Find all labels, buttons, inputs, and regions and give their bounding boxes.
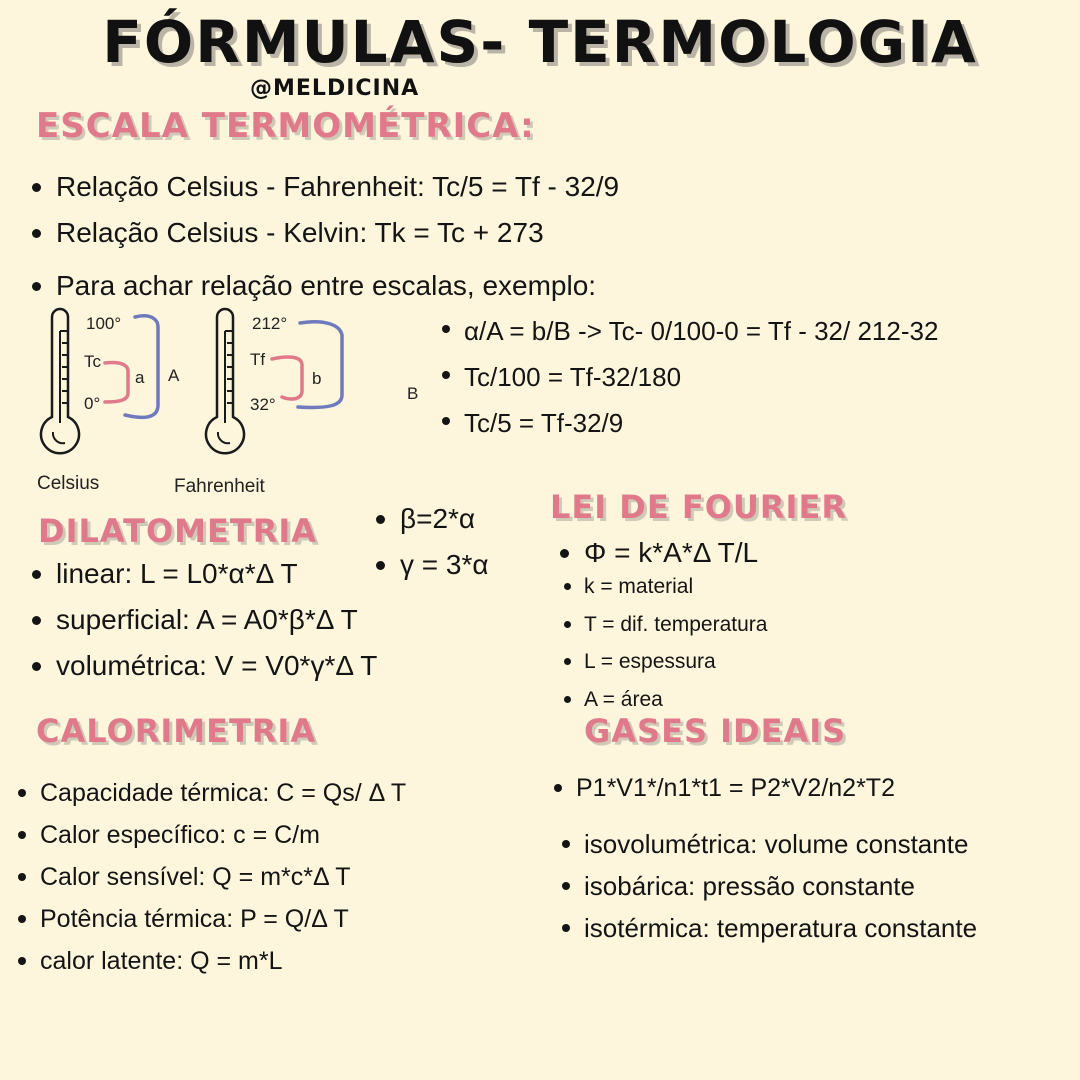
calorimetria-item: Potência térmica: P = Q/Δ T bbox=[16, 898, 406, 940]
gases-item: isovolumétrica: volume constante bbox=[560, 823, 977, 865]
calorimetria-item: Calor específico: c = C/m bbox=[16, 814, 406, 856]
thermometer-diagram bbox=[30, 305, 390, 465]
escala-list bbox=[28, 164, 619, 309]
gases-heading: GASES IDEAIS bbox=[584, 712, 847, 750]
dilatometria-relations bbox=[372, 496, 489, 588]
author-handle: @MELDICINA bbox=[250, 76, 420, 101]
gases-formula: P1*V1*/n1*t1 = P2*V2/n2*T2 bbox=[552, 767, 895, 809]
fahrenheit-bottom-label: 32° bbox=[250, 395, 276, 414]
fahrenheit-big-interval-label: B bbox=[407, 384, 419, 403]
escala-example-item: Tc/100 = Tf-32/180 bbox=[440, 354, 938, 400]
celsius-thermometer-icon bbox=[41, 309, 79, 453]
gases-formula-list bbox=[552, 767, 895, 809]
fahrenheit-mid-label: Tf bbox=[250, 350, 266, 369]
escala-heading: ESCALA TERMOMÉTRICA: bbox=[36, 106, 535, 146]
calorimetria-item: Capacidade térmica: C = Qs/ Δ T bbox=[16, 772, 406, 814]
fahrenheit-caption: Fahrenheit bbox=[174, 476, 265, 497]
fahrenheit-brackets bbox=[272, 322, 342, 408]
gases-item: isobárica: pressão constante bbox=[560, 865, 977, 907]
calorimetria-item: Calor sensível: Q = m*c*Δ T bbox=[16, 856, 406, 898]
fourier-formula: Φ = k*A*Δ T/L bbox=[556, 530, 758, 576]
fourier-term: L = espessura bbox=[560, 643, 767, 681]
escala-item: Para achar relação entre escalas, exemplo: bbox=[28, 263, 619, 309]
dilatometria-heading: DILATOMETRIA bbox=[38, 512, 318, 550]
escala-example-list bbox=[440, 308, 938, 446]
gases-item: isotérmica: temperatura constante bbox=[560, 907, 977, 949]
escala-item: Relação Celsius - Fahrenheit: Tc/5 = Tf - 32/9 bbox=[28, 164, 619, 210]
dilatometria-list bbox=[28, 551, 377, 689]
fahrenheit-thermometer-icon bbox=[206, 309, 244, 453]
celsius-top-label: 100° bbox=[86, 314, 122, 333]
page-title: FÓRMULAS- TERMOLOGIA bbox=[102, 8, 978, 76]
fourier-heading: LEI DE FOURIER bbox=[550, 488, 847, 526]
dilatometria-relation: β=2*α bbox=[372, 496, 489, 542]
escala-item: Relação Celsius - Kelvin: Tk = Tc + 273 bbox=[28, 210, 619, 256]
escala-example-item: α/A = b/B -> Tc- 0/100-0 = Tf - 32/ 212-32 bbox=[440, 308, 938, 354]
calorimetria-heading: CALORIMETRIA bbox=[36, 712, 317, 750]
fourier-terms bbox=[560, 568, 767, 718]
escala-example-item: Tc/5 = Tf-32/9 bbox=[440, 400, 938, 446]
calorimetria-list bbox=[16, 772, 406, 982]
fourier-term: T = dif. temperatura bbox=[560, 606, 767, 644]
celsius-big-interval-label: A bbox=[168, 366, 180, 385]
fahrenheit-small-interval-label: b bbox=[312, 369, 322, 388]
fourier-term: A = área bbox=[560, 681, 767, 719]
gases-list bbox=[560, 823, 977, 949]
dilatometria-item: linear: L = L0*α*Δ T bbox=[28, 551, 377, 597]
celsius-small-interval-label: a bbox=[135, 368, 145, 387]
dilatometria-item: volumétrica: V = V0*γ*Δ T bbox=[28, 643, 377, 689]
fahrenheit-top-label: 212° bbox=[252, 314, 288, 333]
celsius-mid-label: Tc bbox=[84, 352, 101, 371]
celsius-bottom-label: 0° bbox=[84, 394, 101, 413]
calorimetria-item: calor latente: Q = m*L bbox=[16, 940, 406, 982]
fourier-term: k = material bbox=[560, 568, 767, 606]
dilatometria-relation: γ = 3*α bbox=[372, 542, 489, 588]
dilatometria-item: superficial: A = A0*β*Δ T bbox=[28, 597, 377, 643]
celsius-caption: Celsius bbox=[37, 473, 100, 494]
